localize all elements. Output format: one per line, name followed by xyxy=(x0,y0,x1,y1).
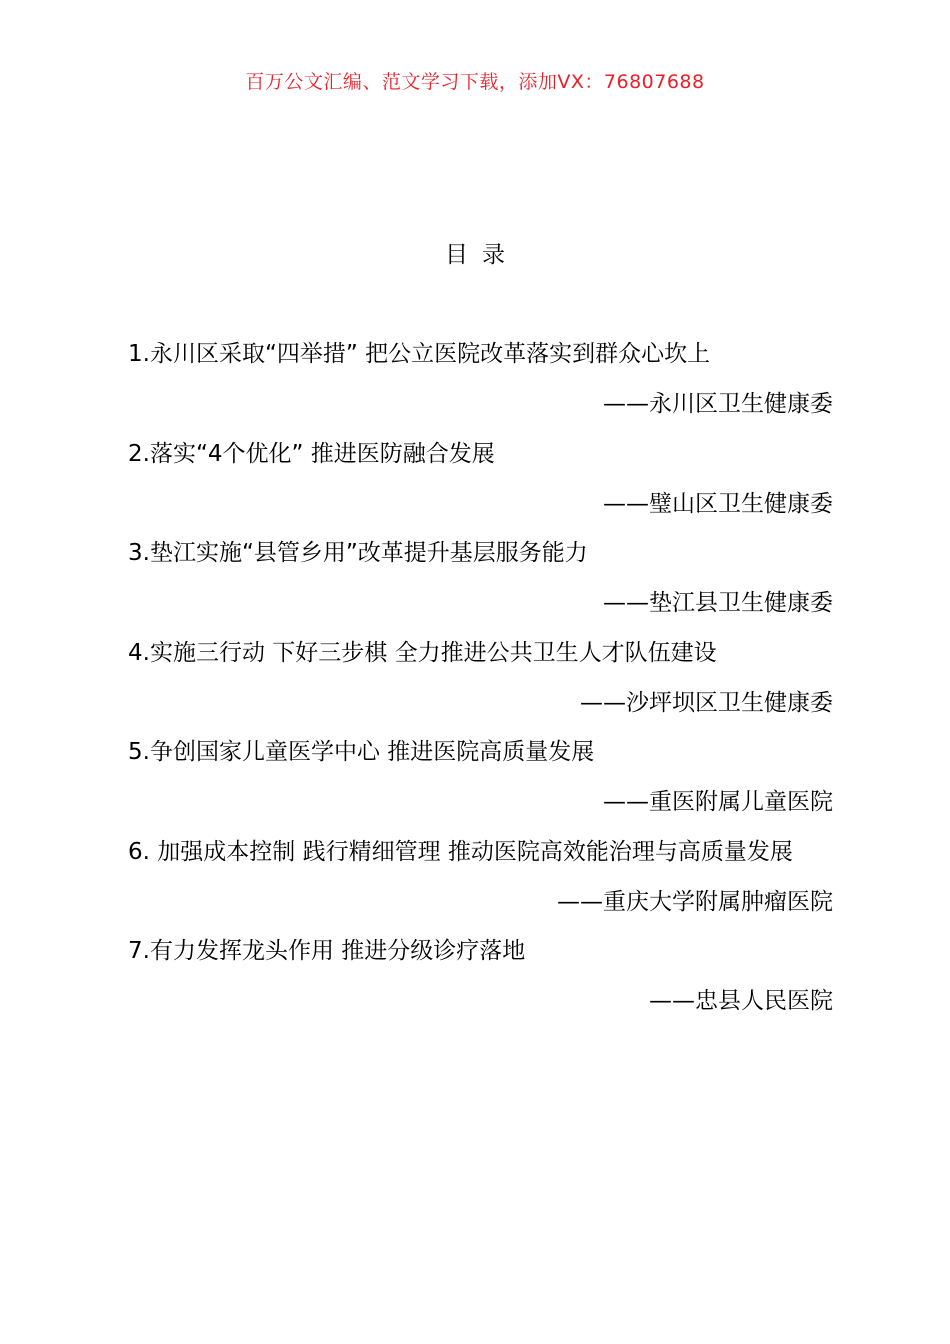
toc-entry xyxy=(128,535,833,635)
toc-entry xyxy=(128,635,833,735)
toc-entry-title: 6. 加强成本控制 践行精细管理 推动医院高效能治理与高质量发展 xyxy=(128,838,793,865)
toc-title: 目录 xyxy=(445,242,519,268)
toc-entry-source: ——垫江县卫生健康委 xyxy=(603,590,833,616)
toc-entry-title: 7.有力发挥龙头作用 推进分级诊疗落地 xyxy=(128,938,526,964)
toc-entry-title: 1.永川区采取“四举措” 把公立医院改革落实到群众心坎上 xyxy=(128,341,711,367)
toc-entry-source: ——重庆大学附属肿瘤医院 xyxy=(557,888,833,915)
toc-entry-title: 5.争创国家儿童医学中心 推进医院高质量发展 xyxy=(128,739,595,765)
toc-entry xyxy=(128,734,833,834)
toc-entry-source: ——永川区卫生健康委 xyxy=(603,391,833,417)
toc-entry-source: ——重医附属儿童医院 xyxy=(603,789,833,815)
toc-entry-title: 4.实施三行动 下好三步棋 全力推进公共卫生人才队伍建设 xyxy=(128,639,717,666)
toc-entry-source: ——忠县人民医院 xyxy=(649,988,833,1014)
toc-entry xyxy=(128,436,833,536)
toc-list xyxy=(128,336,833,1033)
toc-entry-source: ——璧山区卫生健康委 xyxy=(603,490,833,517)
header-note: 百万公文汇编、范文学习下载，添加VX：76807688 xyxy=(245,71,705,93)
toc-entry xyxy=(128,834,833,934)
toc-entry xyxy=(128,336,833,436)
toc-entry-source: ——沙坪坝区卫生健康委 xyxy=(580,689,833,716)
toc-entry-title: 3.垫江实施“县管乡用”改革提升基层服务能力 xyxy=(128,540,588,566)
toc-entry xyxy=(128,933,833,1033)
toc-entry-title: 2.落实“4个优化” 推进医防融合发展 xyxy=(128,440,495,467)
